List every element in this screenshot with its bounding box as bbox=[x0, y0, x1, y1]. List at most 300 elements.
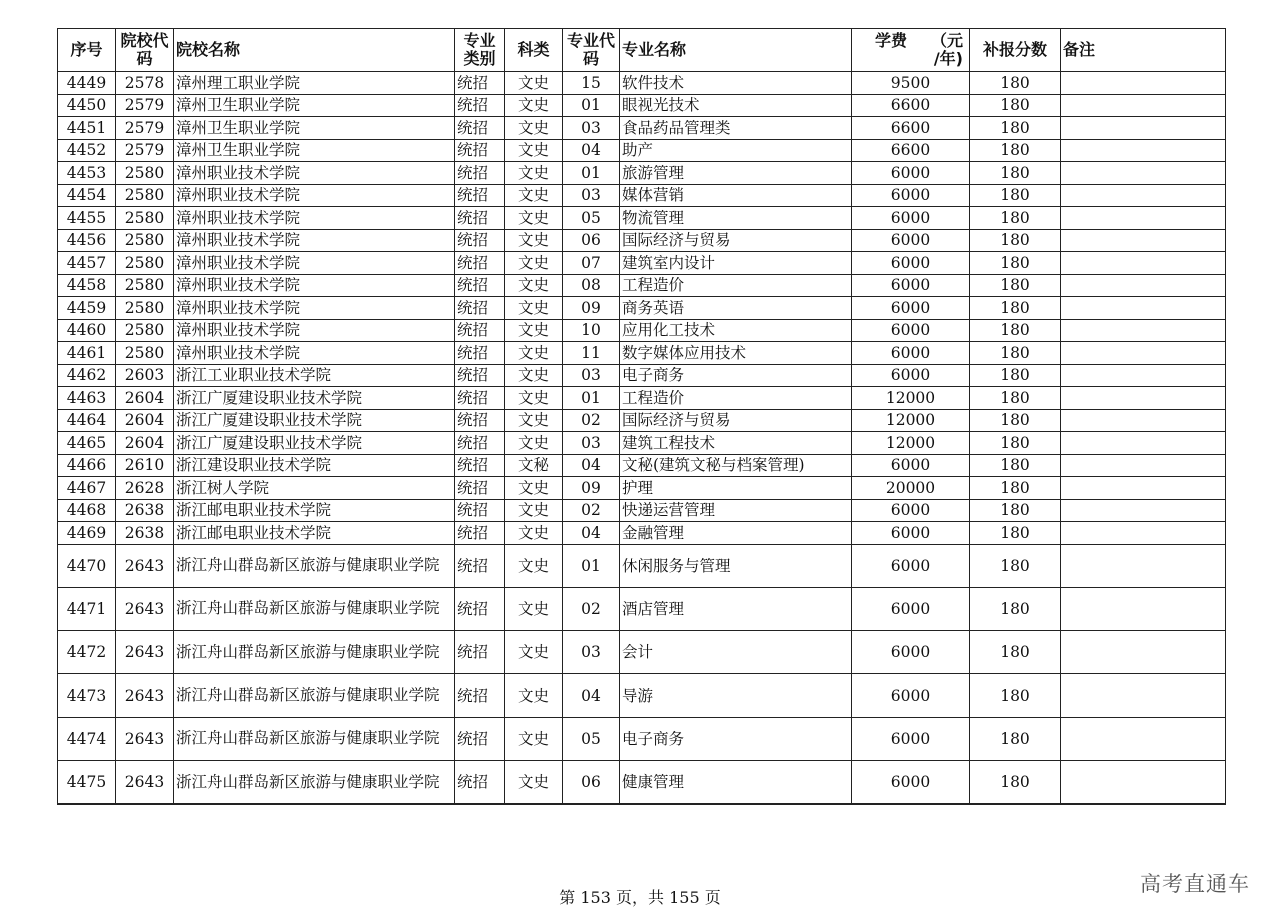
cell-score: 180 bbox=[970, 162, 1061, 185]
cell-seq: 4455 bbox=[58, 207, 116, 230]
table-row bbox=[58, 252, 1226, 275]
cell-major-name: 应用化工技术 bbox=[620, 319, 852, 342]
cell-seq: 4457 bbox=[58, 252, 116, 275]
cell-seq: 4452 bbox=[58, 139, 116, 162]
cell-major-type: 统招 bbox=[455, 522, 505, 545]
cell-fee: 12000 bbox=[852, 409, 970, 432]
cell-school-code: 2638 bbox=[116, 499, 174, 522]
cell-remark bbox=[1061, 387, 1226, 410]
cell-remark bbox=[1061, 454, 1226, 477]
table-row bbox=[58, 409, 1226, 432]
cell-fee: 12000 bbox=[852, 432, 970, 455]
cell-school-code: 2604 bbox=[116, 387, 174, 410]
cell-school-code: 2580 bbox=[116, 274, 174, 297]
admission-table bbox=[57, 28, 1226, 805]
cell-school-code: 2580 bbox=[116, 297, 174, 320]
cell-school-name: 浙江广厦建设职业技术学院 bbox=[174, 387, 455, 410]
cell-major-code: 02 bbox=[563, 587, 620, 630]
cell-remark bbox=[1061, 674, 1226, 717]
header-row bbox=[58, 29, 1226, 72]
cell-remark bbox=[1061, 139, 1226, 162]
cell-score: 180 bbox=[970, 72, 1061, 95]
header-fee-line1: 学费 （元 bbox=[874, 31, 963, 50]
cell-school-name: 漳州职业技术学院 bbox=[174, 342, 455, 365]
cell-major-code: 01 bbox=[563, 162, 620, 185]
cell-school-name: 浙江广厦建设职业技术学院 bbox=[174, 432, 455, 455]
cell-subject: 文史 bbox=[505, 717, 563, 760]
cell-score: 180 bbox=[970, 499, 1061, 522]
cell-school-name: 浙江舟山群岛新区旅游与健康职业学院 bbox=[174, 544, 455, 587]
cell-seq: 4451 bbox=[58, 117, 116, 140]
cell-remark bbox=[1061, 477, 1226, 500]
cell-seq: 4473 bbox=[58, 674, 116, 717]
cell-subject: 文史 bbox=[505, 207, 563, 230]
cell-major-name: 快递运营管理 bbox=[620, 499, 852, 522]
cell-major-type: 统招 bbox=[455, 409, 505, 432]
cell-major-code: 01 bbox=[563, 544, 620, 587]
cell-remark bbox=[1061, 94, 1226, 117]
cell-major-type: 统招 bbox=[455, 274, 505, 297]
cell-major-name: 电子商务 bbox=[620, 717, 852, 760]
cell-subject: 文史 bbox=[505, 587, 563, 630]
table-row bbox=[58, 499, 1226, 522]
table-row bbox=[58, 207, 1226, 230]
cell-fee: 6000 bbox=[852, 207, 970, 230]
cell-major-code: 01 bbox=[563, 94, 620, 117]
cell-major-name: 会计 bbox=[620, 631, 852, 674]
cell-major-code: 03 bbox=[563, 364, 620, 387]
cell-seq: 4460 bbox=[58, 319, 116, 342]
cell-school-code: 2610 bbox=[116, 454, 174, 477]
cell-school-name: 漳州理工职业学院 bbox=[174, 72, 455, 95]
page-footer: 第 153 页，共 155 页 bbox=[559, 888, 721, 907]
cell-remark bbox=[1061, 184, 1226, 207]
cell-school-name: 漳州职业技术学院 bbox=[174, 162, 455, 185]
cell-score: 180 bbox=[970, 387, 1061, 410]
cell-school-name: 漳州职业技术学院 bbox=[174, 207, 455, 230]
cell-score: 180 bbox=[970, 297, 1061, 320]
cell-fee: 6000 bbox=[852, 342, 970, 365]
cell-major-code: 06 bbox=[563, 229, 620, 252]
cell-major-name: 建筑室内设计 bbox=[620, 252, 852, 275]
cell-seq: 4461 bbox=[58, 342, 116, 365]
table-row bbox=[58, 631, 1226, 674]
cell-school-code: 2643 bbox=[116, 631, 174, 674]
cell-major-code: 11 bbox=[563, 342, 620, 365]
cell-subject: 文秘 bbox=[505, 454, 563, 477]
cell-major-name: 文秘(建筑文秘与档案管理) bbox=[620, 454, 852, 477]
cell-major-type: 统招 bbox=[455, 717, 505, 760]
cell-fee: 6000 bbox=[852, 252, 970, 275]
cell-major-type: 统招 bbox=[455, 387, 505, 410]
cell-fee: 6000 bbox=[852, 544, 970, 587]
cell-seq: 4474 bbox=[58, 717, 116, 760]
cell-school-code: 2580 bbox=[116, 319, 174, 342]
cell-fee: 6000 bbox=[852, 297, 970, 320]
header-major-name: 专业名称 bbox=[620, 29, 852, 72]
cell-school-name: 漳州职业技术学院 bbox=[174, 184, 455, 207]
cell-school-name: 漳州职业技术学院 bbox=[174, 274, 455, 297]
cell-fee: 6600 bbox=[852, 117, 970, 140]
cell-major-type: 统招 bbox=[455, 477, 505, 500]
cell-remark bbox=[1061, 297, 1226, 320]
cell-school-name: 浙江舟山群岛新区旅游与健康职业学院 bbox=[174, 631, 455, 674]
cell-school-name: 浙江广厦建设职业技术学院 bbox=[174, 409, 455, 432]
cell-fee: 6000 bbox=[852, 674, 970, 717]
cell-major-code: 02 bbox=[563, 499, 620, 522]
admission-table-container bbox=[57, 28, 1225, 805]
table-row bbox=[58, 319, 1226, 342]
cell-major-name: 酒店管理 bbox=[620, 587, 852, 630]
cell-score: 180 bbox=[970, 319, 1061, 342]
cell-seq: 4462 bbox=[58, 364, 116, 387]
cell-score: 180 bbox=[970, 544, 1061, 587]
cell-major-code: 03 bbox=[563, 117, 620, 140]
cell-subject: 文史 bbox=[505, 364, 563, 387]
cell-subject: 文史 bbox=[505, 409, 563, 432]
cell-score: 180 bbox=[970, 760, 1061, 804]
cell-seq: 4456 bbox=[58, 229, 116, 252]
cell-major-name: 媒体营销 bbox=[620, 184, 852, 207]
cell-subject: 文史 bbox=[505, 674, 563, 717]
cell-school-name: 浙江舟山群岛新区旅游与健康职业学院 bbox=[174, 760, 455, 804]
cell-remark bbox=[1061, 364, 1226, 387]
cell-score: 180 bbox=[970, 674, 1061, 717]
cell-major-type: 统招 bbox=[455, 117, 505, 140]
cell-school-code: 2578 bbox=[116, 72, 174, 95]
header-subject: 科类 bbox=[505, 29, 563, 72]
cell-major-type: 统招 bbox=[455, 760, 505, 804]
cell-remark bbox=[1061, 319, 1226, 342]
table-row bbox=[58, 387, 1226, 410]
header-remark: 备注 bbox=[1061, 29, 1226, 72]
cell-school-code: 2643 bbox=[116, 674, 174, 717]
cell-subject: 文史 bbox=[505, 229, 563, 252]
cell-remark bbox=[1061, 274, 1226, 297]
cell-school-code: 2638 bbox=[116, 522, 174, 545]
watermark-text: 高考直通车 bbox=[1140, 872, 1250, 896]
cell-score: 180 bbox=[970, 94, 1061, 117]
cell-seq: 4466 bbox=[58, 454, 116, 477]
cell-seq: 4450 bbox=[58, 94, 116, 117]
header-fee-line2: /年) bbox=[933, 49, 963, 68]
cell-subject: 文史 bbox=[505, 342, 563, 365]
cell-major-type: 统招 bbox=[455, 342, 505, 365]
cell-school-code: 2604 bbox=[116, 409, 174, 432]
cell-remark bbox=[1061, 717, 1226, 760]
cell-major-name: 商务英语 bbox=[620, 297, 852, 320]
cell-school-name: 漳州卫生职业学院 bbox=[174, 117, 455, 140]
cell-major-code: 15 bbox=[563, 72, 620, 95]
cell-subject: 文史 bbox=[505, 387, 563, 410]
table-row bbox=[58, 760, 1226, 804]
cell-subject: 文史 bbox=[505, 252, 563, 275]
table-row bbox=[58, 274, 1226, 297]
cell-major-name: 国际经济与贸易 bbox=[620, 229, 852, 252]
cell-school-code: 2580 bbox=[116, 342, 174, 365]
table-row bbox=[58, 674, 1226, 717]
header-school-code: 院校代码 bbox=[116, 29, 174, 72]
cell-major-code: 05 bbox=[563, 717, 620, 760]
cell-school-name: 浙江树人学院 bbox=[174, 477, 455, 500]
cell-major-name: 眼视光技术 bbox=[620, 94, 852, 117]
cell-remark bbox=[1061, 162, 1226, 185]
cell-school-code: 2604 bbox=[116, 432, 174, 455]
cell-major-name: 健康管理 bbox=[620, 760, 852, 804]
cell-subject: 文史 bbox=[505, 139, 563, 162]
cell-major-type: 统招 bbox=[455, 364, 505, 387]
cell-seq: 4469 bbox=[58, 522, 116, 545]
cell-fee: 6600 bbox=[852, 94, 970, 117]
cell-seq: 4458 bbox=[58, 274, 116, 297]
cell-subject: 文史 bbox=[505, 319, 563, 342]
cell-subject: 文史 bbox=[505, 297, 563, 320]
cell-remark bbox=[1061, 760, 1226, 804]
cell-subject: 文史 bbox=[505, 631, 563, 674]
cell-school-name: 漳州职业技术学院 bbox=[174, 297, 455, 320]
cell-fee: 6000 bbox=[852, 229, 970, 252]
cell-subject: 文史 bbox=[505, 274, 563, 297]
cell-score: 180 bbox=[970, 409, 1061, 432]
table-row bbox=[58, 587, 1226, 630]
table-row bbox=[58, 139, 1226, 162]
cell-major-code: 09 bbox=[563, 297, 620, 320]
cell-school-code: 2580 bbox=[116, 252, 174, 275]
cell-school-name: 浙江邮电职业技术学院 bbox=[174, 522, 455, 545]
cell-fee: 6000 bbox=[852, 760, 970, 804]
cell-fee: 6000 bbox=[852, 587, 970, 630]
cell-seq: 4468 bbox=[58, 499, 116, 522]
cell-major-type: 统招 bbox=[455, 72, 505, 95]
cell-subject: 文史 bbox=[505, 162, 563, 185]
cell-seq: 4465 bbox=[58, 432, 116, 455]
cell-major-name: 国际经济与贸易 bbox=[620, 409, 852, 432]
cell-major-type: 统招 bbox=[455, 252, 505, 275]
cell-subject: 文史 bbox=[505, 184, 563, 207]
cell-major-type: 统招 bbox=[455, 229, 505, 252]
cell-fee: 6000 bbox=[852, 274, 970, 297]
table-row bbox=[58, 364, 1226, 387]
table-row bbox=[58, 162, 1226, 185]
cell-score: 180 bbox=[970, 631, 1061, 674]
cell-major-type: 统招 bbox=[455, 139, 505, 162]
cell-major-code: 07 bbox=[563, 252, 620, 275]
cell-subject: 文史 bbox=[505, 117, 563, 140]
cell-school-name: 漳州职业技术学院 bbox=[174, 319, 455, 342]
cell-seq: 4470 bbox=[58, 544, 116, 587]
cell-school-code: 2643 bbox=[116, 717, 174, 760]
table-row bbox=[58, 229, 1226, 252]
table-row bbox=[58, 72, 1226, 95]
cell-remark bbox=[1061, 587, 1226, 630]
cell-major-code: 10 bbox=[563, 319, 620, 342]
cell-major-code: 09 bbox=[563, 477, 620, 500]
cell-major-type: 统招 bbox=[455, 207, 505, 230]
header-major-code: 专业代码 bbox=[563, 29, 620, 72]
cell-major-code: 04 bbox=[563, 674, 620, 717]
header-seq: 序号 bbox=[58, 29, 116, 72]
cell-major-name: 工程造价 bbox=[620, 274, 852, 297]
cell-remark bbox=[1061, 252, 1226, 275]
cell-major-code: 03 bbox=[563, 184, 620, 207]
cell-school-code: 2603 bbox=[116, 364, 174, 387]
table-row bbox=[58, 184, 1226, 207]
header-major-type: 专业类别 bbox=[455, 29, 505, 72]
cell-remark bbox=[1061, 432, 1226, 455]
cell-remark bbox=[1061, 229, 1226, 252]
cell-major-name: 导游 bbox=[620, 674, 852, 717]
cell-major-code: 03 bbox=[563, 631, 620, 674]
cell-major-type: 统招 bbox=[455, 94, 505, 117]
cell-major-name: 助产 bbox=[620, 139, 852, 162]
cell-fee: 6000 bbox=[852, 717, 970, 760]
cell-major-name: 食品药品管理类 bbox=[620, 117, 852, 140]
cell-seq: 4472 bbox=[58, 631, 116, 674]
cell-school-name: 浙江舟山群岛新区旅游与健康职业学院 bbox=[174, 674, 455, 717]
table-row bbox=[58, 297, 1226, 320]
cell-seq: 4471 bbox=[58, 587, 116, 630]
cell-major-type: 统招 bbox=[455, 432, 505, 455]
cell-score: 180 bbox=[970, 274, 1061, 297]
table-row bbox=[58, 454, 1226, 477]
cell-fee: 6000 bbox=[852, 499, 970, 522]
cell-school-code: 2580 bbox=[116, 229, 174, 252]
cell-remark bbox=[1061, 522, 1226, 545]
cell-subject: 文史 bbox=[505, 760, 563, 804]
cell-major-code: 08 bbox=[563, 274, 620, 297]
cell-fee: 6000 bbox=[852, 319, 970, 342]
cell-major-code: 04 bbox=[563, 454, 620, 477]
table-row bbox=[58, 477, 1226, 500]
cell-remark bbox=[1061, 342, 1226, 365]
cell-major-name: 金融管理 bbox=[620, 522, 852, 545]
cell-score: 180 bbox=[970, 717, 1061, 760]
cell-major-type: 统招 bbox=[455, 319, 505, 342]
cell-major-type: 统招 bbox=[455, 587, 505, 630]
cell-school-code: 2579 bbox=[116, 139, 174, 162]
header-score: 补报分数 bbox=[970, 29, 1061, 72]
cell-remark bbox=[1061, 544, 1226, 587]
cell-school-code: 2643 bbox=[116, 587, 174, 630]
cell-major-type: 统招 bbox=[455, 184, 505, 207]
cell-school-name: 浙江邮电职业技术学院 bbox=[174, 499, 455, 522]
cell-fee: 12000 bbox=[852, 387, 970, 410]
cell-score: 180 bbox=[970, 477, 1061, 500]
cell-major-code: 03 bbox=[563, 432, 620, 455]
cell-seq: 4449 bbox=[58, 72, 116, 95]
cell-major-name: 工程造价 bbox=[620, 387, 852, 410]
cell-score: 180 bbox=[970, 229, 1061, 252]
table-row bbox=[58, 342, 1226, 365]
cell-remark bbox=[1061, 207, 1226, 230]
cell-seq: 4475 bbox=[58, 760, 116, 804]
cell-fee: 6000 bbox=[852, 631, 970, 674]
cell-fee: 6600 bbox=[852, 139, 970, 162]
cell-major-code: 01 bbox=[563, 387, 620, 410]
cell-school-code: 2580 bbox=[116, 184, 174, 207]
cell-seq: 4453 bbox=[58, 162, 116, 185]
table-row bbox=[58, 117, 1226, 140]
cell-subject: 文史 bbox=[505, 94, 563, 117]
cell-seq: 4459 bbox=[58, 297, 116, 320]
cell-seq: 4463 bbox=[58, 387, 116, 410]
cell-fee: 6000 bbox=[852, 522, 970, 545]
cell-score: 180 bbox=[970, 364, 1061, 387]
cell-school-code: 2579 bbox=[116, 94, 174, 117]
cell-score: 180 bbox=[970, 587, 1061, 630]
cell-major-name: 建筑工程技术 bbox=[620, 432, 852, 455]
cell-subject: 文史 bbox=[505, 477, 563, 500]
cell-score: 180 bbox=[970, 522, 1061, 545]
cell-fee: 6000 bbox=[852, 184, 970, 207]
cell-major-code: 04 bbox=[563, 522, 620, 545]
cell-remark bbox=[1061, 409, 1226, 432]
cell-major-code: 05 bbox=[563, 207, 620, 230]
table-row bbox=[58, 522, 1226, 545]
cell-score: 180 bbox=[970, 207, 1061, 230]
cell-school-name: 漳州职业技术学院 bbox=[174, 252, 455, 275]
cell-score: 180 bbox=[970, 139, 1061, 162]
cell-school-name: 浙江舟山群岛新区旅游与健康职业学院 bbox=[174, 717, 455, 760]
header-fee bbox=[852, 29, 970, 72]
cell-major-name: 电子商务 bbox=[620, 364, 852, 387]
cell-fee: 6000 bbox=[852, 162, 970, 185]
cell-school-code: 2580 bbox=[116, 207, 174, 230]
cell-school-name: 漳州职业技术学院 bbox=[174, 229, 455, 252]
cell-seq: 4454 bbox=[58, 184, 116, 207]
table-row bbox=[58, 432, 1226, 455]
cell-school-name: 浙江舟山群岛新区旅游与健康职业学院 bbox=[174, 587, 455, 630]
cell-seq: 4467 bbox=[58, 477, 116, 500]
cell-subject: 文史 bbox=[505, 544, 563, 587]
cell-school-name: 浙江建设职业技术学院 bbox=[174, 454, 455, 477]
cell-remark bbox=[1061, 499, 1226, 522]
cell-score: 180 bbox=[970, 342, 1061, 365]
cell-remark bbox=[1061, 117, 1226, 140]
cell-major-name: 物流管理 bbox=[620, 207, 852, 230]
cell-score: 180 bbox=[970, 432, 1061, 455]
cell-remark bbox=[1061, 631, 1226, 674]
table-row bbox=[58, 94, 1226, 117]
cell-school-code: 2643 bbox=[116, 544, 174, 587]
cell-subject: 文史 bbox=[505, 499, 563, 522]
cell-fee: 9500 bbox=[852, 72, 970, 95]
cell-score: 180 bbox=[970, 454, 1061, 477]
cell-remark bbox=[1061, 72, 1226, 95]
table-row bbox=[58, 544, 1226, 587]
cell-school-code: 2579 bbox=[116, 117, 174, 140]
cell-school-name: 漳州卫生职业学院 bbox=[174, 139, 455, 162]
cell-fee: 6000 bbox=[852, 364, 970, 387]
cell-score: 180 bbox=[970, 184, 1061, 207]
cell-seq: 4464 bbox=[58, 409, 116, 432]
cell-major-code: 02 bbox=[563, 409, 620, 432]
cell-major-name: 软件技术 bbox=[620, 72, 852, 95]
cell-school-name: 浙江工业职业技术学院 bbox=[174, 364, 455, 387]
cell-score: 180 bbox=[970, 252, 1061, 275]
cell-major-type: 统招 bbox=[455, 454, 505, 477]
cell-subject: 文史 bbox=[505, 432, 563, 455]
cell-school-code: 2580 bbox=[116, 162, 174, 185]
cell-major-name: 旅游管理 bbox=[620, 162, 852, 185]
cell-school-code: 2628 bbox=[116, 477, 174, 500]
cell-school-code: 2643 bbox=[116, 760, 174, 804]
cell-major-name: 护理 bbox=[620, 477, 852, 500]
cell-major-type: 统招 bbox=[455, 499, 505, 522]
table-row bbox=[58, 717, 1226, 760]
cell-major-type: 统招 bbox=[455, 674, 505, 717]
cell-major-name: 数字媒体应用技术 bbox=[620, 342, 852, 365]
